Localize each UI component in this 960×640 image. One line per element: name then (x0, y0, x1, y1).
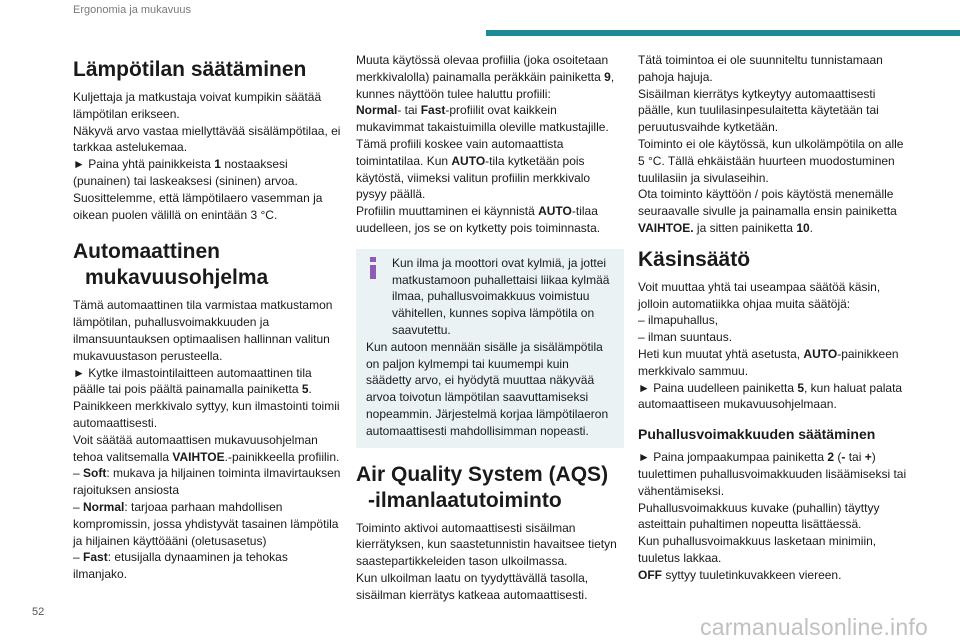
paragraph: Voit säätää automaattisen mukavuusohjelman tehoa valitsemalla VAIHTOE.-painikkeella profiilin. (73, 432, 340, 464)
instruction-paragraph: ► Kytke ilmastointilaitteen automaattinen tila päälle tai pois päältä painamalla painiketta 5. (73, 365, 312, 397)
instruction-paragraph: ► Paina jompaakumpaa painiketta 2 (- tai +) tuulettimen puhallusvoimakkuuden lisäämiseksi tai vähentämiseksi. (638, 450, 907, 498)
list-item: – ilmapuhallus, (638, 313, 719, 328)
info-icon (366, 257, 380, 279)
info-box (356, 249, 624, 448)
column-1 (73, 52, 345, 583)
heading-temperature: Lämpötilan säätäminen (73, 58, 307, 81)
paragraph: Näkyvä arvo vastaa miellyttävää sisälämpötilaa, ei tarkkaa astelukemaa. (73, 123, 341, 155)
paragraph: Kun puhallusvoimakkuus lasketaan minimiin, tuuletus lakkaa. (638, 534, 877, 565)
paragraph: Sisäilman kierrätys kytkeytyy automaattisesti päälle, kun tuulilasinpesulaitetta käytetään tai peruutusvaihde kytketään. (638, 86, 879, 135)
paragraph: Voit muuttaa yhtä tai useampaa säätöä käsin, jolloin automatiikka ohjaa muita säätöjä: (638, 279, 881, 311)
paragraph: Tätä toimintoa ei ole suunniteltu tunnistamaan pahoja hajuja. (638, 53, 883, 84)
paragraph: Profiilin muuttaminen ei käynnistä AUTO-tilaa uudelleen, jos se on kytketty pois toiminnasta. (356, 204, 601, 235)
paragraph: Toiminto aktivoi automaattisesti sisäilman kierrätyksen, kun saastetunnistin havaitsee tietyn saastepartikkeleiden tason ulkoilmassa. (356, 520, 617, 569)
column-2 (356, 52, 624, 604)
instruction-paragraph: ► Paina uudelleen painiketta 5, kun haluat palata automaattiseen mukavuusohjelmaan. (638, 380, 903, 412)
paragraph: Kun ulkoilman laatu on tyydyttävällä tasolla, sisäilman kierrätys katkeaa automaattisesti. (356, 570, 589, 602)
paragraph: OFF syttyy tuuletinkuvakkeen viereen. (638, 567, 842, 582)
instruction-paragraph: ► Paina yhtä painikkeista 1 nostaaksesi (punainen) tai laskeaksesi (sininen) arvoa. (73, 157, 298, 188)
info-text-1: Kun ilma ja moottori ovat kylmiä, ja jottei matkustamoon puhallettaisi liikaa kylmää ilmaa, puhallusvoimakkuus voimistuu vähitellen, kunnes sopiva lämpötila on saavutettu. (392, 255, 610, 337)
running-header: Ergonomia ja mukavuus (73, 4, 192, 16)
paragraph: Tämä automaattinen tila varmistaa matkustamon lämpötilan, puhallusvoimakkuuden ja ilmansuuntauksen optimaalisen hallinnan valitun mukavuustason perusteella. (73, 298, 333, 363)
heading-auto-comfort: Automaattinen mukavuusohjelma (73, 240, 269, 290)
heading-fan-speed: Puhallusvoimakkuuden säätäminen (638, 426, 876, 443)
paragraph: Ota toiminto käyttöön / pois käytöstä menemälle seuraavalle sivulle ja painamalla ensin painiketta VAIHTOE. ja sitten painiketta 10. (638, 187, 897, 235)
paragraph: Heti kun muutat yhtä asetusta, AUTO-painikkeen merkkivalo sammuu. (638, 346, 899, 378)
list-item-normal: – Normal: tarjoaa parhaan mahdollisen kompromissin, jossa yhdistyvät tasainen lämpötila ja hiljainen käyttöääni (oletusasetus) (73, 499, 339, 548)
paragraph: Kuljettaja ja matkustaja voivat kumpikin säätää lämpötilan erikseen. (73, 90, 322, 121)
paragraph: Muuta käytössä olevaa profiilia (joka osoitetaan merkkivalolla) painamalla peräkkäin painiketta 9, kunnes näyttöön tulee haluttu profiili: (356, 53, 615, 101)
page-number: 52 (32, 606, 45, 618)
paragraph: Painikkeen merkkivalo syttyy, kun ilmastointi toimii automaattisesti. (73, 399, 340, 430)
paragraph: Puhallusvoimakkuus kuvake (puhallin) täyttyy asteittain puhaltimen nopeutta lisättäessä. (638, 500, 880, 532)
info-text-2: Kun autoon mennään sisälle ja sisälämpötila on paljon kylmempi tai kuumempi kuin säädetty arvo, ei hyödytä muuttaa näkyvää arvoa toivotun lämpötilan saavuttamiseksi nopeammin. Järjestelmä korjaa lämpötilaeron automaattisesti mahdollisimman nopeasti. (366, 339, 609, 438)
watermark: carmanualsonline.info (700, 614, 928, 640)
header-accent-bar (486, 30, 960, 36)
list-item-fast: – Fast: etusijalla dynaaminen ja tehokas ilmanjako. (73, 550, 288, 582)
paragraph: Toiminto ei ole käytössä, kun ulkolämpötila on alle 5 °C. Tällä ehkäistään huurteen muodostuminen tuulilasiin ja sivulaseihin. (638, 136, 904, 185)
paragraph: Suosittelemme, että lämpötilaero vasemman ja oikean puolen välillä on enintään 3 °C. (73, 190, 323, 222)
paragraph: Tämä profiili koskee vain automaattista toimintatilaa. Kun AUTO-tila kytketään pois käytöstä, viimeksi valitun profiilin merkkivalo pysyy päällä. (356, 136, 591, 202)
paragraph: Normal- tai Fast-profiilit ovat kaikkein mukavimmat takaistuimilla oleville matkustajille. (356, 103, 609, 135)
heading-manual: Käsinsäätö (638, 247, 751, 271)
heading-aqs: Air Quality System (AQS) -ilmanlaatutoiminto (356, 462, 609, 512)
list-item-soft: – Soft: mukava ja hiljainen toiminta ilmavirtauksen rajoituksen ansiosta (73, 466, 341, 498)
list-item: – ilman suuntaus. (638, 330, 733, 345)
column-3 (638, 52, 910, 584)
